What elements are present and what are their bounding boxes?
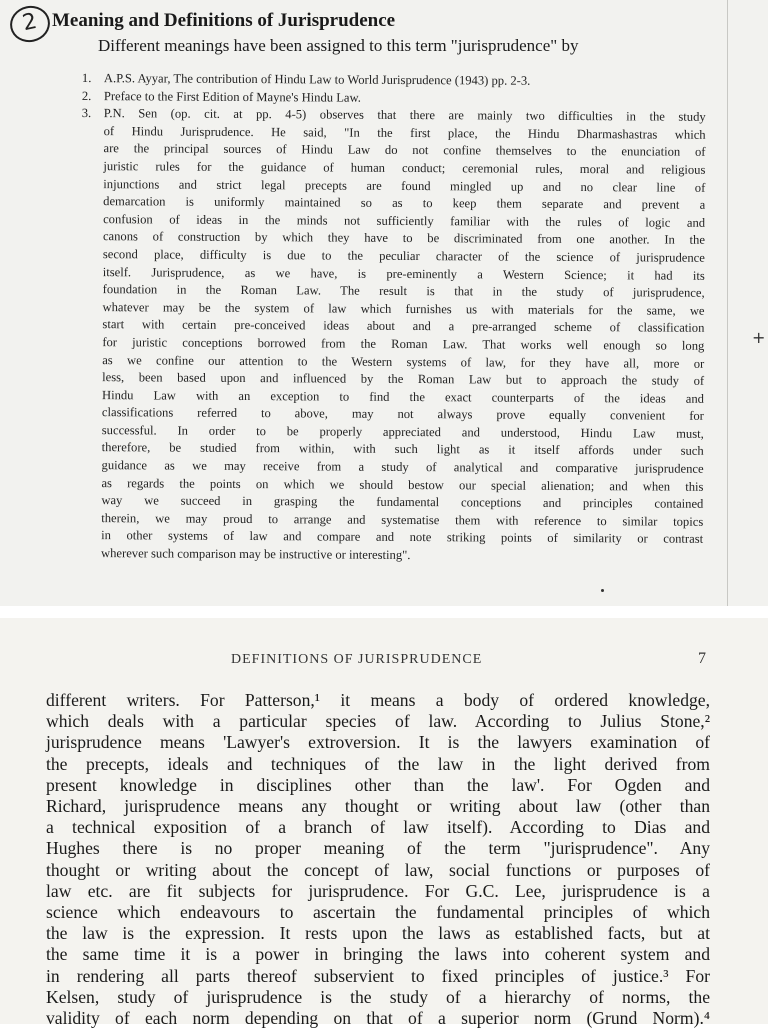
footnote	[79, 105, 706, 566]
footnote-line: wherever such comparison may be instructive or interesting".	[101, 546, 411, 563]
body-line: the same time it is a power in bringing the laws into coherent system and	[46, 944, 710, 965]
margin-mark: +	[752, 328, 766, 347]
running-head: DEFINITIONS OF JURISPRUDENCE	[231, 652, 483, 667]
footnote-number: 3.	[81, 106, 92, 121]
footnote-line: guidance as we may receive from a study of analytical and comparative jurisprudence	[101, 458, 704, 476]
body-line: law etc. are fit subjects for jurisprudence. For G.C. Lee, jurisprudence is a	[46, 880, 710, 901]
footnote-line: whatever may be the system of law which furnishes us with materials for the same, we	[102, 299, 705, 318]
page-number: 7	[698, 650, 706, 667]
footnote-line: as regards the points on which we should bestow our special alienation; and when this	[101, 475, 704, 494]
footnote-line: as we confine our attention to the Western systems of law, for they have all, more or	[102, 352, 705, 371]
page-edge-line	[727, 0, 728, 606]
section-heading: Meaning and Definitions of Jurisprudence	[52, 10, 396, 31]
footnote-line: A.P.S. Ayyar, The contribution of Hindu Law to World Jurisprudence (1943) pp. 2-3.	[103, 71, 531, 88]
footnote-line: successful. In order to be properly appreciated and understood, Hindu Law must,	[101, 423, 704, 441]
body-line: Hughes there is no proper meaning of the term "jurisprudence". Any	[46, 838, 710, 859]
footnote-number: 2.	[81, 88, 92, 103]
footnote-line: for juristic conceptions borrowed from the Roman Law. That works well enough so long	[102, 335, 705, 353]
ink-dot	[601, 589, 604, 592]
body-line: validity of each norm depending on that of a superior norm (Grund Norm).⁴	[46, 1008, 710, 1029]
footnote-line: therefore, be studied from within, with such light as it itself affords under such	[101, 440, 704, 459]
body-line: in rendering all parts thereof subservient to fixed principles of justice.³ For	[46, 965, 710, 986]
footnote-line: itself. Jurisprudence, as we have, is pre-eminently a Western Science; it had its	[102, 264, 705, 283]
footnote-line: P.N. Sen (op. cit. at pp. 4-5) observes that there are mainly two difficulties in the study	[103, 106, 706, 124]
footnote-line: juristic rules for the guidance of human conduct; ceremonial rules, moral and religious	[103, 159, 706, 177]
footnote-line: are the principal sources of Hindu Law do not confine themselves to the enunciation of	[103, 141, 706, 160]
body-line: Kelsen, study of jurisprudence is the study of a hierarchy of norms, the	[46, 986, 710, 1007]
footnote-line: second place, difficulty is due to the peculiar character of the science of jurisprudence	[102, 247, 705, 265]
body-line: a technical exposition of a branch of law itself). According to Dias and	[46, 817, 710, 838]
footnote-line: less, been based upon and influenced by the Roman Law but to approach the study of	[102, 370, 705, 388]
footnote-line: Hindu Law with an exception to find the exact counterparts of the ideas and	[101, 387, 705, 406]
footnote-line: therein, we may proud to arrange and systematise them with reference to similar topics	[101, 510, 704, 529]
footnote-line: confusion of ideas in the minds not sufficiently familiar with the rules of logic and	[103, 211, 706, 230]
body-line: present knowledge in disciplines other than the law'. For Ogden and	[46, 774, 710, 795]
body-line: different writers. For Patterson,¹ it means a body of ordered knowledge,	[46, 690, 710, 710]
footnote-line: Preface to the First Edition of Mayne's Hindu Law.	[103, 88, 362, 105]
footnote-line: foundation in the Roman Law. The result is that in the study of jurisprudence,	[102, 282, 705, 300]
footnote-number: 1.	[81, 70, 92, 86]
footnote-line: in other systems of law and compare and note striking points of similarity or contrast	[101, 528, 704, 547]
footnote-line: way we succeed in grasping the fundamental conceptions and principles contained	[101, 493, 704, 512]
body-line: the precepts, ideals and techniques of the law in the light derived from	[46, 753, 710, 774]
body-line: thought or writing about the concept of law, social functions or purposes of	[46, 859, 710, 880]
circle-number: 2	[20, 8, 40, 37]
body-line: which deals with a particular species of law. According to Julius Stone,²	[46, 711, 710, 732]
footnote-line: injunctions and strict legal precepts are found mingled up and no clear line of	[103, 176, 706, 195]
handwritten-circle-mark	[7, 2, 54, 46]
footnotes	[79, 70, 706, 566]
body-line: jurisprudence means 'Lawyer's extroversion. It is the lawyers examination of	[46, 732, 710, 753]
footnote-line: start with certain pre-conceived ideas about and a pre-arranged scheme of classification	[102, 317, 705, 336]
footnote-line: demarcation is uniformly maintained so as to keep them separate and prevent a	[103, 194, 706, 212]
footnote-line: classifications referred to above, may not always prove equally convenient for	[101, 405, 704, 424]
body-line: Richard, jurisprudence means any thought or writing about law (other than	[46, 796, 710, 817]
body-text	[46, 690, 710, 1029]
body-line: the law is the expression. It rests upon the laws as established facts, but at	[46, 923, 710, 944]
footnote-line: of Hindu Jurisprudence. He said, "In the first place, the Hindu Dharmashastras which	[103, 123, 706, 142]
intro-line: Different meanings have been assigned to this term "jurisprudence" by	[98, 36, 579, 55]
page-gap	[0, 606, 768, 618]
body-line: science which endeavours to ascertain the fundamental principles of which	[46, 902, 710, 923]
footnote-line: canons of construction by which they have to be discriminated from one another. In the	[102, 229, 706, 248]
